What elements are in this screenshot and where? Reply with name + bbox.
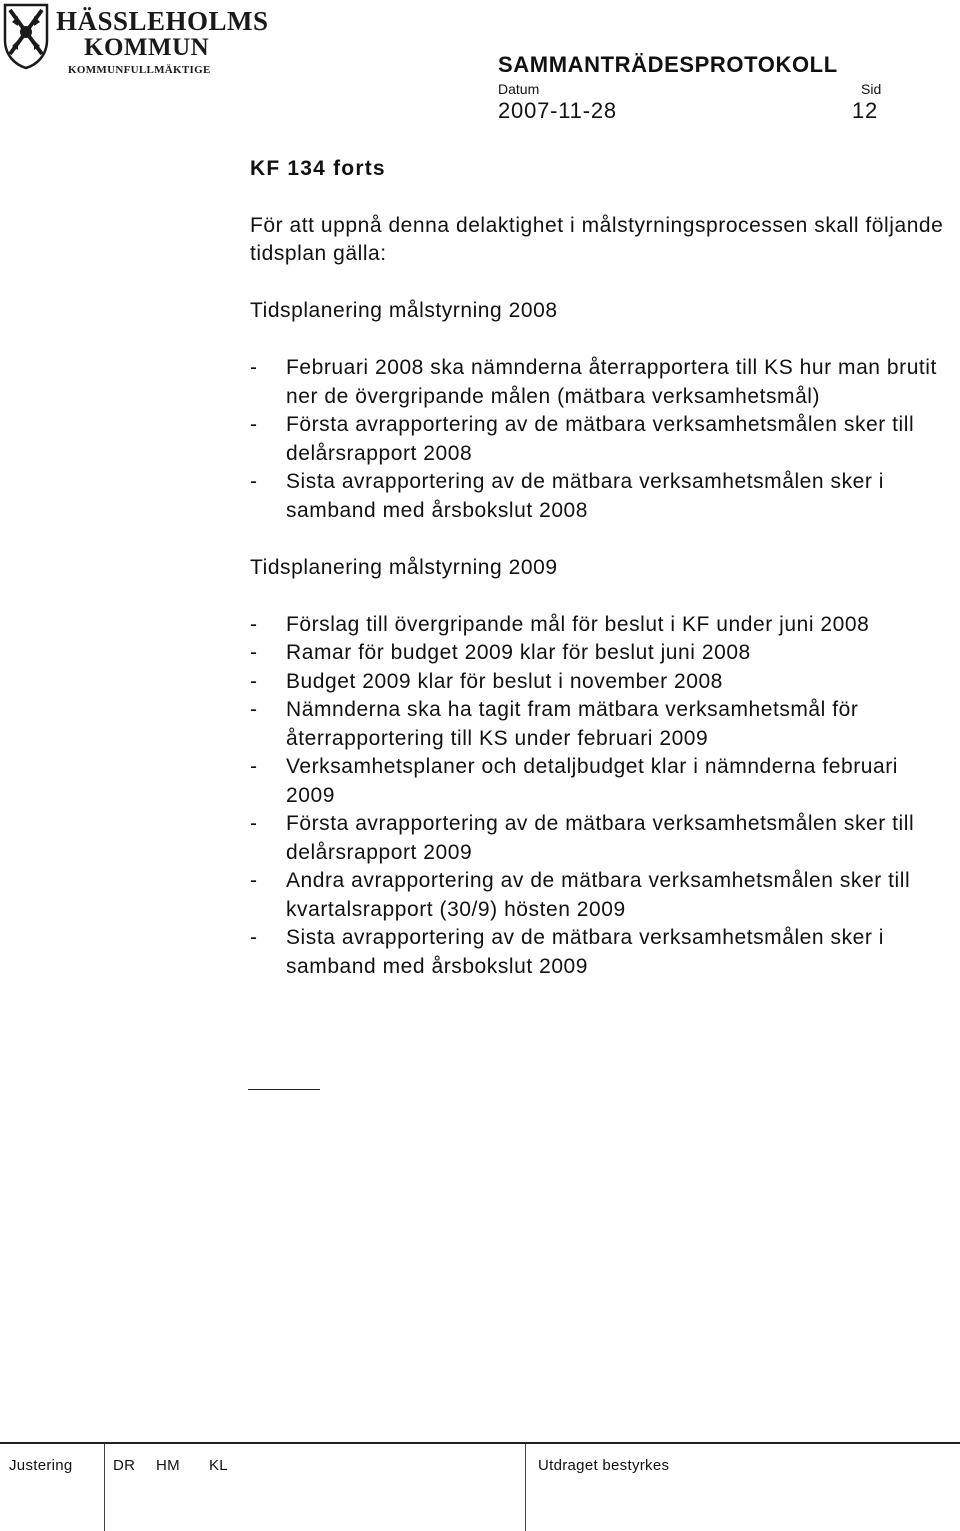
list-item bbox=[250, 753, 950, 810]
list-item-text: Första avrapportering av de mätbara verksamhetsmålen sker till delårsrapport 2009 bbox=[286, 812, 915, 864]
list-item bbox=[250, 468, 950, 525]
page-number: 12 bbox=[852, 98, 879, 123]
timeline-2008-title: Tidsplanering målstyrning 2008 bbox=[250, 299, 558, 322]
list-item bbox=[250, 639, 950, 668]
date-label: Datum bbox=[498, 81, 540, 97]
footer-divider bbox=[0, 1442, 960, 1444]
list-item-text: Andra avrapportering av de mätbara verksamhetsmålen sker till kvartalsrapport (30/9) hösten 2009 bbox=[286, 869, 911, 921]
municipality-logo bbox=[2, 2, 269, 76]
bullet-marker: - bbox=[250, 869, 258, 892]
document-title: SAMMANTRÄDESPROTOKOLL bbox=[498, 52, 838, 77]
section-end-divider bbox=[248, 1089, 320, 1090]
logo-council: KOMMUNFULLMÄKTIGE bbox=[68, 64, 211, 76]
bullet-marker: - bbox=[250, 470, 258, 493]
list-item bbox=[250, 668, 950, 697]
timeline-2009-title: Tidsplanering målstyrning 2009 bbox=[250, 555, 558, 579]
list-item bbox=[250, 924, 950, 981]
list-item-text: Förslag till övergripande mål för beslut i KF under juni 2008 bbox=[286, 612, 870, 636]
justering-label: Justering bbox=[9, 1457, 73, 1474]
page-label: Sid bbox=[861, 81, 882, 97]
intro-paragraph: För att uppnå denna delaktighet i målstyrningsprocessen skall följande tidsplan gälla: bbox=[250, 213, 944, 265]
list-item bbox=[250, 354, 950, 411]
bullet-marker: - bbox=[250, 356, 258, 379]
logo-municipality-name: HÄSSLEHOLMS bbox=[56, 6, 269, 36]
bullet-marker: - bbox=[250, 413, 258, 436]
bullet-marker: - bbox=[250, 641, 258, 664]
list-item-text: Ramar för budget 2009 klar för beslut juni 2008 bbox=[286, 641, 751, 664]
footer-column-divider bbox=[104, 1444, 105, 1531]
bullet-marker: - bbox=[250, 926, 258, 949]
bullet-marker: - bbox=[250, 812, 258, 835]
footer-column-divider bbox=[525, 1444, 526, 1531]
list-item bbox=[250, 867, 950, 924]
meeting-date: 2007-11-28 bbox=[498, 98, 617, 123]
bullet-marker: - bbox=[250, 669, 258, 693]
list-item bbox=[250, 810, 950, 867]
list-item-text: Februari 2008 ska nämnderna återrapportera till KS hur man brutit ner de övergripande målen (mätbara verksamhetsmål) bbox=[286, 356, 937, 408]
timeline-2009-list bbox=[250, 611, 950, 982]
list-item-text: Budget 2009 klar för beslut i november 2008 bbox=[286, 669, 723, 693]
municipal-crest-icon bbox=[2, 2, 50, 70]
signatory-initials: HM bbox=[156, 1457, 180, 1474]
list-item bbox=[250, 411, 950, 468]
extract-certified-label: Utdraget bestyrkes bbox=[538, 1457, 670, 1474]
list-item-text: Sista avrapportering av de mätbara verksamhetsmålen sker i samband med årsbokslut 2008 bbox=[286, 470, 884, 522]
timeline-2008-list bbox=[250, 354, 950, 525]
bullet-marker: - bbox=[250, 698, 258, 721]
section-heading: KF 134 forts bbox=[250, 157, 386, 180]
list-item-text: Nämnderna ska ha tagit fram mätbara verksamhetsmål för återrapportering till KS under februari 2009 bbox=[286, 698, 859, 750]
list-item-text: Första avrapportering av de mätbara verksamhetsmålen sker till delårsrapport 2008 bbox=[286, 413, 915, 465]
list-item-text: Sista avrapportering av de mätbara verksamhetsmålen sker i samband med årsbokslut 2009 bbox=[286, 926, 884, 978]
logo-kommun: KOMMUN bbox=[84, 34, 210, 61]
signatory-initials: DR bbox=[113, 1457, 136, 1474]
bullet-marker: - bbox=[250, 612, 258, 636]
signatory-initials: KL bbox=[209, 1457, 228, 1474]
list-item-text: Verksamhetsplaner och detaljbudget klar i nämnderna februari 2009 bbox=[286, 755, 899, 807]
list-item bbox=[250, 696, 950, 753]
protocol-body bbox=[250, 155, 950, 1010]
bullet-marker: - bbox=[250, 755, 258, 778]
list-item bbox=[250, 611, 950, 640]
